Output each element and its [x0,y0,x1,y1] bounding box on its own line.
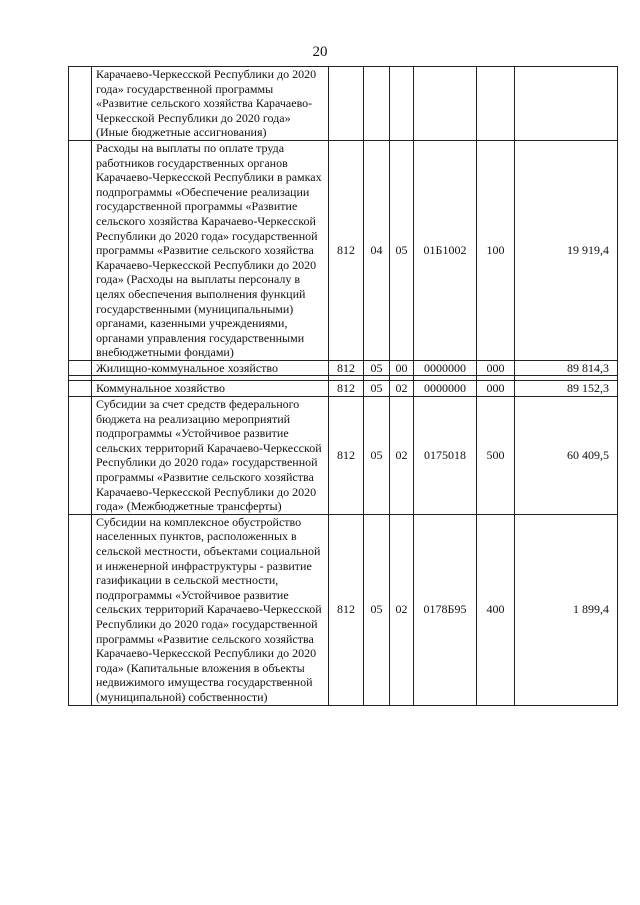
row-index-cell [69,140,92,360]
row-index-cell [69,360,92,376]
page-number: 20 [312,44,328,60]
row-index-cell [69,381,92,397]
row-code: 812 [329,514,364,705]
row-index-cell [69,397,92,515]
row-description: Коммунальное хозяйство [92,381,329,397]
row-section: 05 [364,514,390,705]
row-amount: 89 814,3 [515,360,618,376]
row-description: Жилищно-коммунальное хозяйство [92,360,329,376]
row-subsection: 00 [390,360,414,376]
row-type [477,67,515,141]
row-code: 812 [329,381,364,397]
row-subsection: 02 [390,397,414,515]
table-row [69,360,618,376]
row-code: 812 [329,140,364,360]
row-amount: 60 409,5 [515,397,618,515]
row-code [329,67,364,141]
row-subsection: 02 [390,381,414,397]
row-description: Субсидии за счет средств федерального бюджета на реализацию мероприятий подпрограммы «Устойчивое развитие сельских территорий Карачаево-Черкесской Республики до 2020 года» государственной программы «Развитие сельского хозяйства Карачаево-Черкесской Республики до 2020 года» (Межбюджетные трансферты) [92,397,329,515]
row-subsection [390,67,414,141]
row-index-cell [69,67,92,141]
row-type: 000 [477,381,515,397]
row-section: 05 [364,360,390,376]
budget-table [68,66,618,706]
row-amount [515,67,618,141]
row-subsection: 05 [390,140,414,360]
row-section: 04 [364,140,390,360]
row-amount: 19 919,4 [515,140,618,360]
row-description: Субсидии на комплексное обустройство населенных пунктов, расположенных в сельской местности, объектами социальной и инженерной инфраструктуры - развитие газификации в сельской местности, подпрограммы «Устойчивое развитие сельских территорий Карачаево-Черкесской Республики до 2020 года» государственной программы «Развитие сельского хозяйства Карачаево-Черкесской Республики до 2020 года» (Капитальные вложения в объекты недвижимого имущества государственной (муниципальной) собственности) [92,514,329,705]
row-target: 01Б1002 [414,140,477,360]
row-type: 100 [477,140,515,360]
row-amount: 89 152,3 [515,381,618,397]
row-target: 0175018 [414,397,477,515]
row-description: Расходы на выплаты по оплате труда работников государственных органов Карачаево-Черкесской Республики в рамках подпрограммы «Обеспечение реализации государственной программы «Развитие сельского хозяйства Карачаево-Черкесской Республики до 2020 года» государственной программы «Развитие сельского хозяйства Карачаево-Черкесской Республики до 2020 года» (Расходы на выплаты персоналу в целях обеспечения выполнения функций государственными (муниципальными) органами, казенными учреждениями, органами управления государственными внебюджетными фондами) [92,140,329,360]
row-amount: 1 899,4 [515,514,618,705]
row-type: 400 [477,514,515,705]
table-row [69,514,618,705]
row-description: Карачаево-Черкесской Республики до 2020 года» государственной программы «Развитие сельского хозяйства Карачаево-Черкесской Республики до 2020 года» (Иные бюджетные ассигнования) [92,67,329,141]
row-type: 000 [477,360,515,376]
table-row [69,397,618,515]
row-code: 812 [329,360,364,376]
row-section: 05 [364,381,390,397]
row-type: 500 [477,397,515,515]
table-row [69,140,618,360]
row-target: 0178Б95 [414,514,477,705]
row-code: 812 [329,397,364,515]
table-row [69,381,618,397]
row-subsection: 02 [390,514,414,705]
row-index-cell [69,514,92,705]
row-section: 05 [364,397,390,515]
row-section [364,67,390,141]
table-row [69,67,618,141]
row-target: 0000000 [414,360,477,376]
row-target: 0000000 [414,381,477,397]
row-target [414,67,477,141]
